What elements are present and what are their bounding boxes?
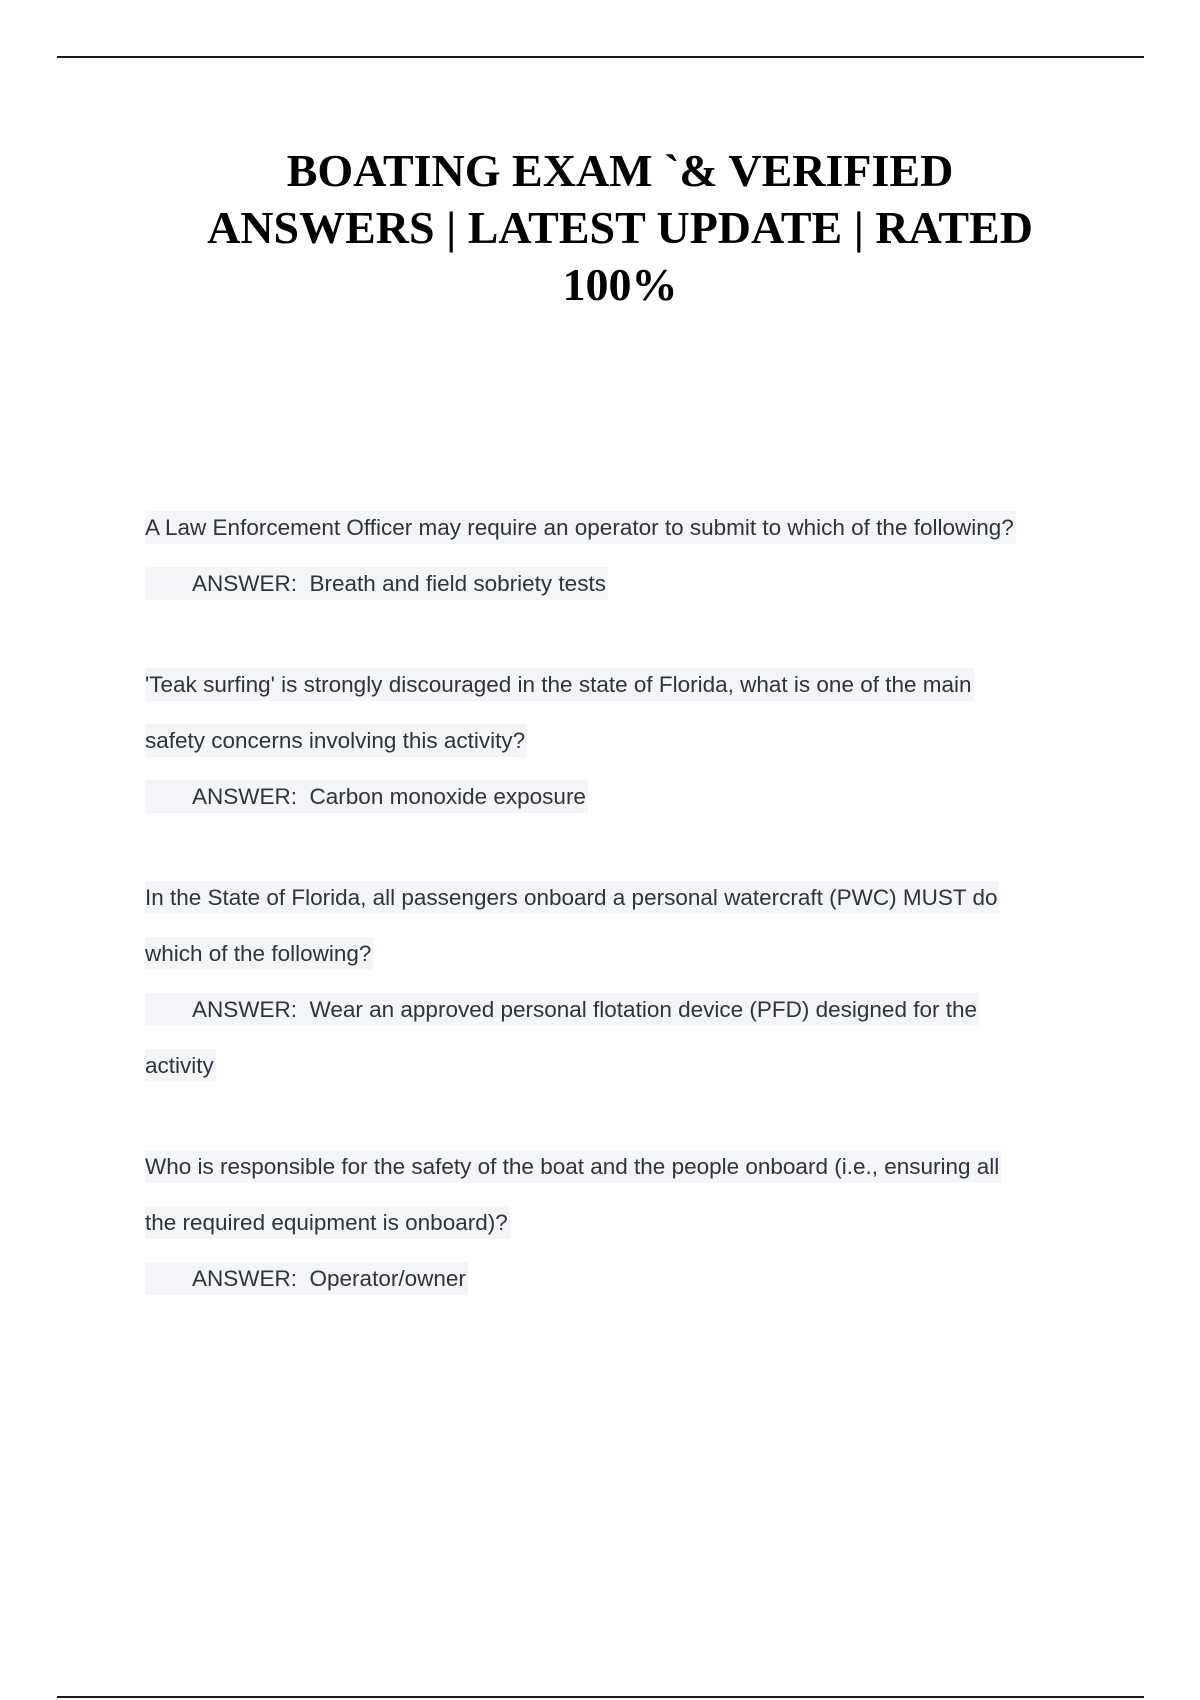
answer-prefix: ANSWER: xyxy=(192,1266,298,1291)
answer-prefix: ANSWER: xyxy=(192,784,298,809)
answer-text xyxy=(145,769,1095,825)
answer-text xyxy=(145,1251,1095,1307)
answer-prefix: ANSWER: xyxy=(192,571,298,596)
qa-item xyxy=(145,870,1095,1094)
answer-value: Breath and field sobriety tests xyxy=(309,571,606,596)
title-line: ANSWERS | LATEST UPDATE | RATED xyxy=(207,202,1033,253)
qa-list xyxy=(145,500,1095,1352)
title-line: 100% xyxy=(562,259,678,310)
answer-value: Operator/owner xyxy=(309,1266,466,1291)
question-text: In the State of Florida, all passengers onboard a personal watercraft (PWC) MUST do xyxy=(145,870,1095,926)
answer-prefix: ANSWER: xyxy=(192,997,298,1022)
answer-value: Wear an approved personal flotation device (PFD) designed for the xyxy=(309,997,977,1022)
bottom-rule xyxy=(57,1696,1144,1698)
top-rule xyxy=(57,56,1144,58)
question-text: 'Teak surfing' is strongly discouraged in the state of Florida, what is one of the main xyxy=(145,657,1095,713)
qa-item xyxy=(145,657,1095,825)
question-text: safety concerns involving this activity? xyxy=(145,713,1095,769)
question-text: which of the following? xyxy=(145,926,1095,982)
document-title xyxy=(130,142,1110,313)
question-text: A Law Enforcement Officer may require an operator to submit to which of the following? xyxy=(145,500,1095,556)
answer-value: Carbon monoxide exposure xyxy=(309,784,586,809)
answer-text-continued: activity xyxy=(145,1038,1095,1094)
question-text: the required equipment is onboard)? xyxy=(145,1195,1095,1251)
answer-text xyxy=(145,982,1095,1038)
question-text: Who is responsible for the safety of the boat and the people onboard (i.e., ensuring all xyxy=(145,1139,1095,1195)
qa-item xyxy=(145,1139,1095,1307)
title-line: BOATING EXAM `& VERIFIED xyxy=(286,145,954,196)
answer-text xyxy=(145,556,1095,612)
qa-item xyxy=(145,500,1095,612)
